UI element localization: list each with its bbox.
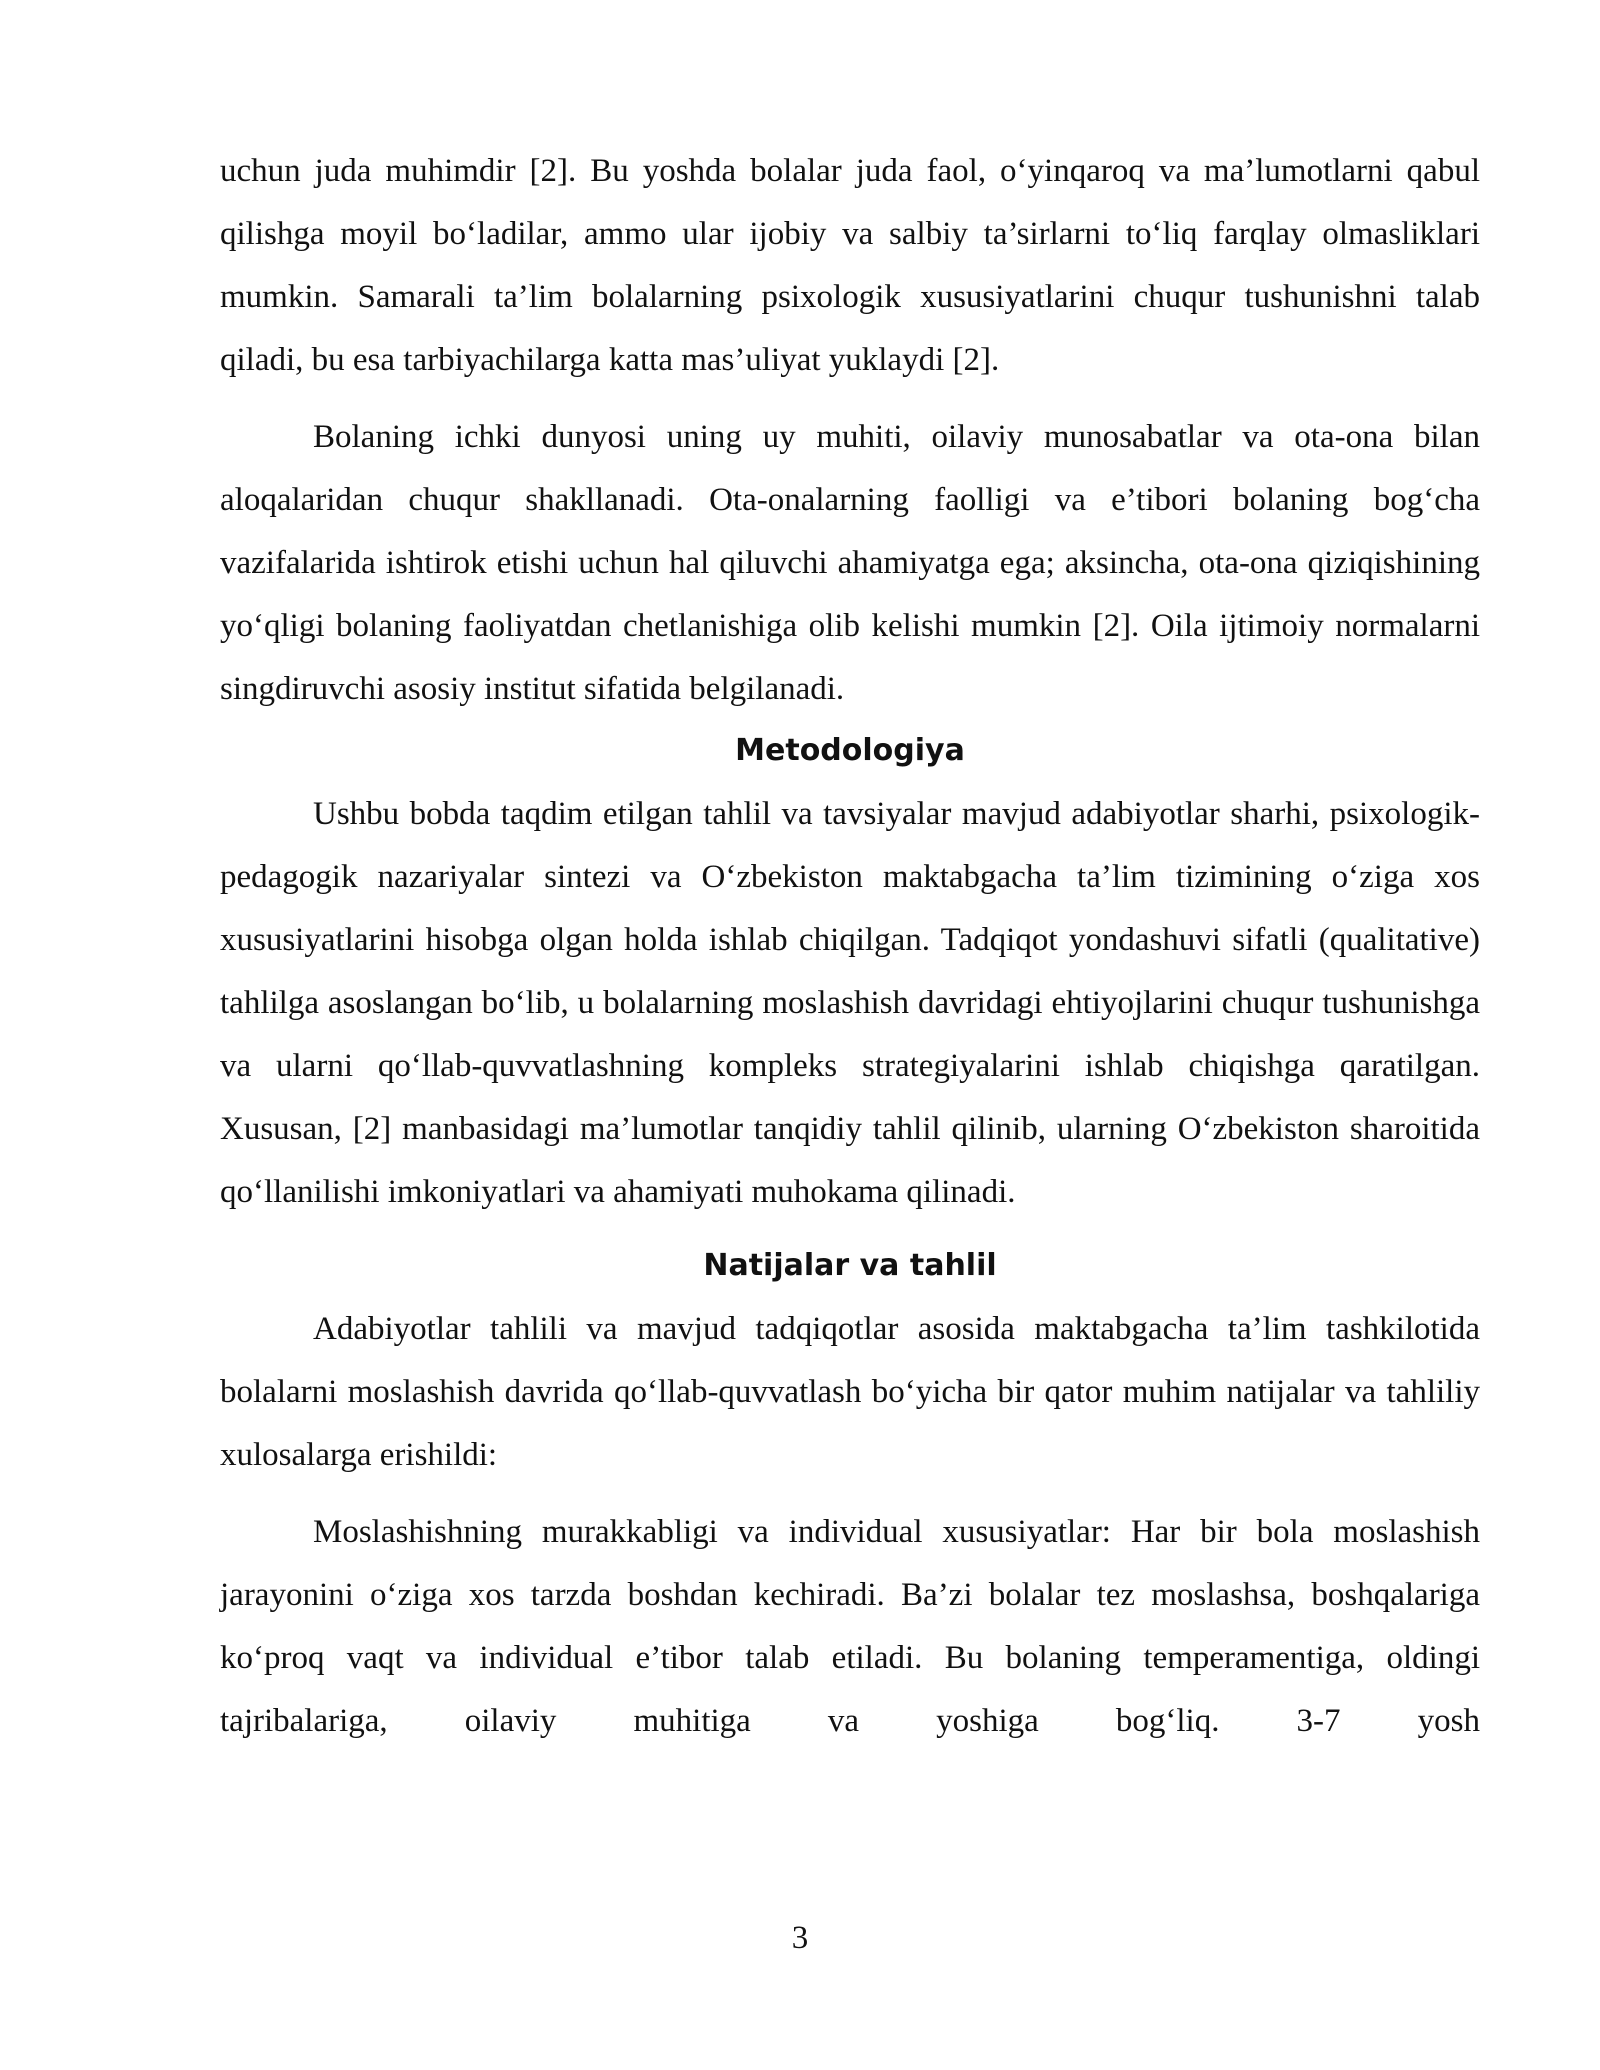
section-heading-methodology: Metodologiya: [735, 733, 965, 768]
paragraph-methodology: Ushbu bobda taqdim etilgan tahlil va tavsiyalar mavjud adabiyotlar sharhi, psixologik-pedagogik nazariyalar sintezi va O‘zbekiston maktabgacha ta’lim tizimining o‘ziga xos xususiyatlarini hisobga olgan holda ishlab chiqilgan. Tadqiqot yondashuvi sifatli (qualitative) tahlilga asoslangan bo‘lib, u bolalarning moslashish davridagi ehtiyojlarini chuqur tushunishga va ularni qo‘llab-quvvatlashning kompleks strategiyalarini ishlab chiqishga qaratilgan. Xususan, [2] manbasidagi ma’lumotlar tanqidiy tahlil qilinib, ularning O‘zbekiston sharoitida qo‘llanilishi imkoniyatlari va ahamiyati muhokama qilinadi.: [220, 796, 1480, 1210]
paragraph-continuation: uchun juda muhimdir [2]. Bu yoshda bolalar juda faol, o‘yinqaroq va ma’lumotlarni qabul qilishga moyil bo‘ladilar, ammo ular ijobiy va salbiy ta’sirlarni to‘liq farqlay olmasliklari mumkin. Samarali ta’lim bolalarning psixologik xususiyatlarini chuqur tushunishni talab qiladi, bu esa tarbiyachilarga katta mas’uliyat yuklaydi [2].: [220, 153, 1480, 378]
page-content: [220, 140, 1480, 1753]
paragraph-adaptation-complexity: Moslashishning murakkabligi va individual xususiyatlar: Har bir bola moslashish jarayonini o‘ziga xos tarzda boshdan kechiradi. Ba’zi bolalar tez moslashsa, boshqalariga ko‘proq vaqt va individual e’tibor talab etiladi. Bu bolaning temperamentiga, oldingi tajribalariga, oilaviy muhitiga va yoshiga bog‘liq. 3-7 yosh: [220, 1514, 1480, 1739]
section-heading-results: Natijalar va tahlil: [703, 1248, 997, 1283]
page-number: 3: [791, 1920, 809, 1956]
paragraph-results-intro: Adabiyotlar tahlili va mavjud tadqiqotlar asosida maktabgacha ta’lim tashkilotida bolalarni moslashish davrida qo‘llab-quvvatlash bo‘yicha bir qator muhim natijalar va tahliliy xulosalarga erishildi:: [220, 1311, 1480, 1473]
paragraph-family-influence: Bolaning ichki dunyosi uning uy muhiti, oilaviy munosabatlar va ota-ona bilan aloqalaridan chuqur shakllanadi. Ota-onalarning faolligi va e’tibori bolaning bog‘cha vazifalarida ishtirok etishi uchun hal qiluvchi ahamiyatga ega; aksincha, ota-ona qiziqishining yo‘qligi bolaning faoliyatdan chetlanishiga olib kelishi mumkin [2]. Oila ijtimoiy normalarni singdiruvchi asosiy institut sifatida belgilanadi.: [220, 419, 1480, 707]
